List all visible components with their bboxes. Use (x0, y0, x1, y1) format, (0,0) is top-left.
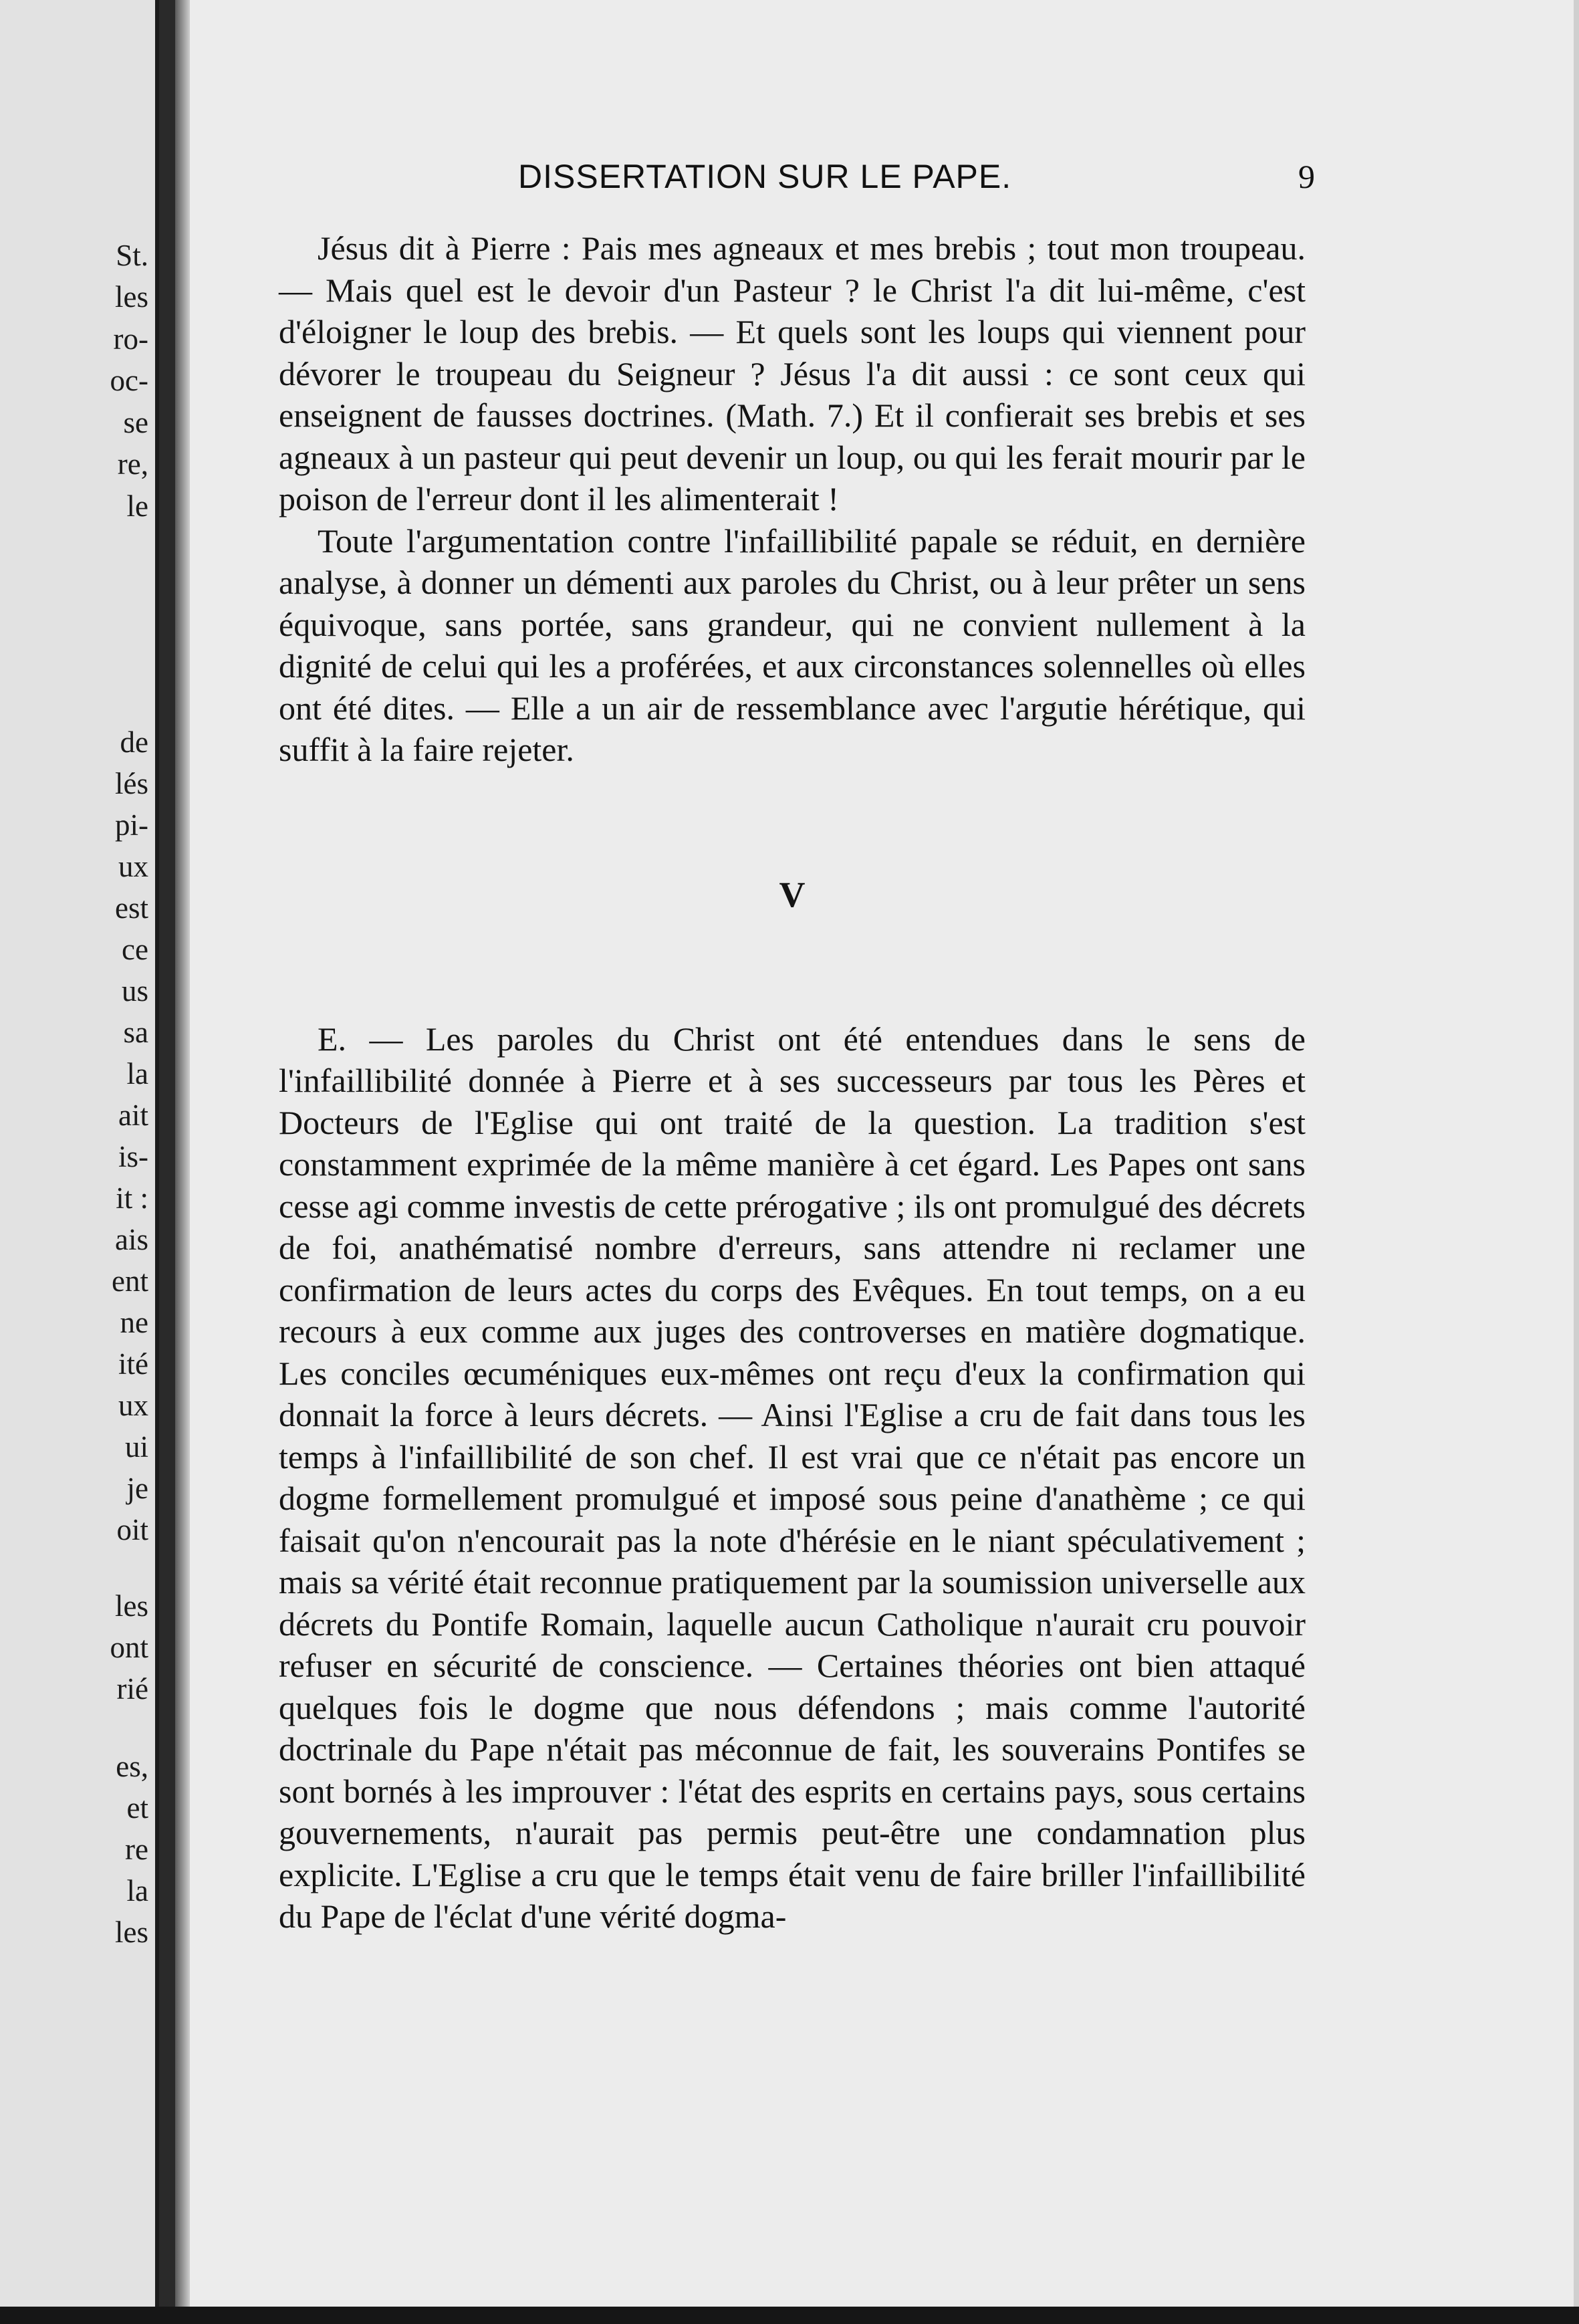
paragraph: E. — Les paroles du Christ ont été entendues dans le sens de l'infaillibilité donnée à Pierre et à ses successeurs par tous les Pères et Docteurs de l'Eglise qui ont traité de la question. La tradition s'est constamment exprimée de la même manière à cet égard. Les Papes ont sans cesse agi comme investis de cette prérogative ; ils ont promulgué des décrets de foi, anathématisé nombre d'erreurs, sans attendre ni reclamer une confirmation de leurs actes du corps des Evêques. En tout temps, on a eu recours à eux comme aux juges des controverses en matière dogmatique. Les conciles œcuméniques eux-mêmes ont reçu d'eux la confirmation qui donnait la force à leurs décrets. — Ainsi l'Eglise a cru de fait dans tous les temps à l'infaillibilité de son chef. Il est vrai que ce n'était pas encore un dogme formellement promulgué et imposé sous peine d'anathème ; ce qui faisait qu'on n'encourait pas la note d'hérésie en le niant spéculativement ; mais sa vérité était reconnue pratiquement par la soumission universelle aux décrets du Pontife Romain, laquelle aucun Catholique n'aurait cru pouvoir refuser en sécurité de conscience. — Certaines théories ont bien attaqué quelques fois le dogme que nous défendons ; mais comme l'autorité doctrinale du Pape n'était pas méconnue de fait, les souverains Pontifes se sont bornés à les improuver : l'état des esprits en certains pays, sous certains gouvernements, n'aurait pas permis peut-être une condamnation plus explicite. L'Eglise a cru que le temps était venu de faire briller l'infaillibilité du Pape de l'éclat d'une vérité dogma- (279, 1020, 1306, 1935)
facing-page-line-fragment: lés (115, 767, 148, 800)
facing-page-line-fragment: de (120, 725, 148, 759)
facing-page-line-fragment: ux (118, 1389, 148, 1422)
facing-page-line-fragment: oc- (110, 364, 148, 397)
page-header (518, 157, 1315, 197)
facing-page-line-fragment: et (126, 1791, 148, 1825)
facing-page-line-fragment: je (126, 1472, 148, 1505)
facing-page-line-fragment: re (125, 1833, 148, 1866)
facing-page-line-fragment: ait (118, 1098, 148, 1132)
facing-page-line-fragment: ui (124, 1430, 148, 1464)
facing-page-line-fragment: les (115, 1915, 148, 1949)
facing-page-line-fragment: St. (116, 239, 148, 272)
section-heading: V (779, 874, 806, 915)
facing-page-line-fragment: us (121, 974, 148, 1008)
facing-page-line-fragment: it : (116, 1181, 148, 1215)
paragraph: Jésus dit à Pierre : Pais mes agneaux et mes brebis ; tout mon troupeau. — Mais quel est le devoir d'un Pasteur ? le Christ l'a dit lui-même, c'est d'éloigner le loup des brebis. — Et quels sont les loups qui viennent pour dévorer le troupeau du Seigneur ? Jésus l'a dit aussi : ce sont ceux qui enseignent de fausses doctrines. (Math. 7.) Et il confierait ses brebis et ses agneaux à un pasteur qui peut devenir un loup, ou qui les ferait mourir par le poison de l'erreur dont il les alimenterait ! (279, 229, 1306, 517)
facing-page-line-fragment: les (115, 1589, 148, 1623)
facing-page-line-fragment: sa (123, 1016, 148, 1049)
facing-page-line-fragment: ce (122, 933, 148, 966)
facing-page-line-fragment: la (126, 1874, 148, 1907)
facing-page-line-fragment: ro- (113, 322, 148, 356)
facing-page-line-fragment: pi- (115, 808, 148, 842)
running-title: DISSERTATION SUR LE PAPE. (518, 158, 1012, 195)
facing-page-line-fragment: rié (116, 1672, 148, 1706)
facing-page-line-fragment: ais (115, 1223, 148, 1256)
facing-page-line-fragment: est (115, 891, 148, 925)
facing-page-line-fragment: se (123, 406, 148, 439)
facing-page-line-fragment: ont (110, 1631, 148, 1664)
paragraph: Toute l'argumentation contre l'infaillibilité papale se réduit, en dernière analyse, à donner un démenti aux paroles du Christ, ou à leur prêter un sens équivoque, sans portée, sans grandeur, qui ne convient nullement à la dignité de celui qui les a proférées, et aux circonstances solennelles où elles ont été dites. — Elle a un air de ressemblance avec l'argutie hérétique, qui suffit à la faire rejeter. (279, 521, 1306, 768)
facing-page-line-fragment: oit (116, 1513, 148, 1546)
facing-page-line-fragment: is- (118, 1140, 148, 1173)
page-body (279, 227, 1306, 1938)
facing-page-line-fragment: es, (116, 1750, 148, 1783)
facing-page-line-fragment: les (115, 280, 148, 314)
facing-page-line-fragment: re, (117, 447, 148, 481)
facing-page-line-fragment: ne (120, 1306, 148, 1339)
facing-page-line-fragment: ux (118, 850, 148, 883)
facing-page-line-fragment: le (126, 489, 148, 523)
page-number: 9 (1298, 158, 1315, 195)
scan-bottom-edge (0, 2307, 1579, 2324)
facing-page-edge (0, 0, 159, 2307)
facing-page-line-fragment: ité (118, 1347, 148, 1381)
facing-page-line-fragment: ent (112, 1264, 148, 1298)
facing-page-line-fragment: la (126, 1057, 148, 1090)
